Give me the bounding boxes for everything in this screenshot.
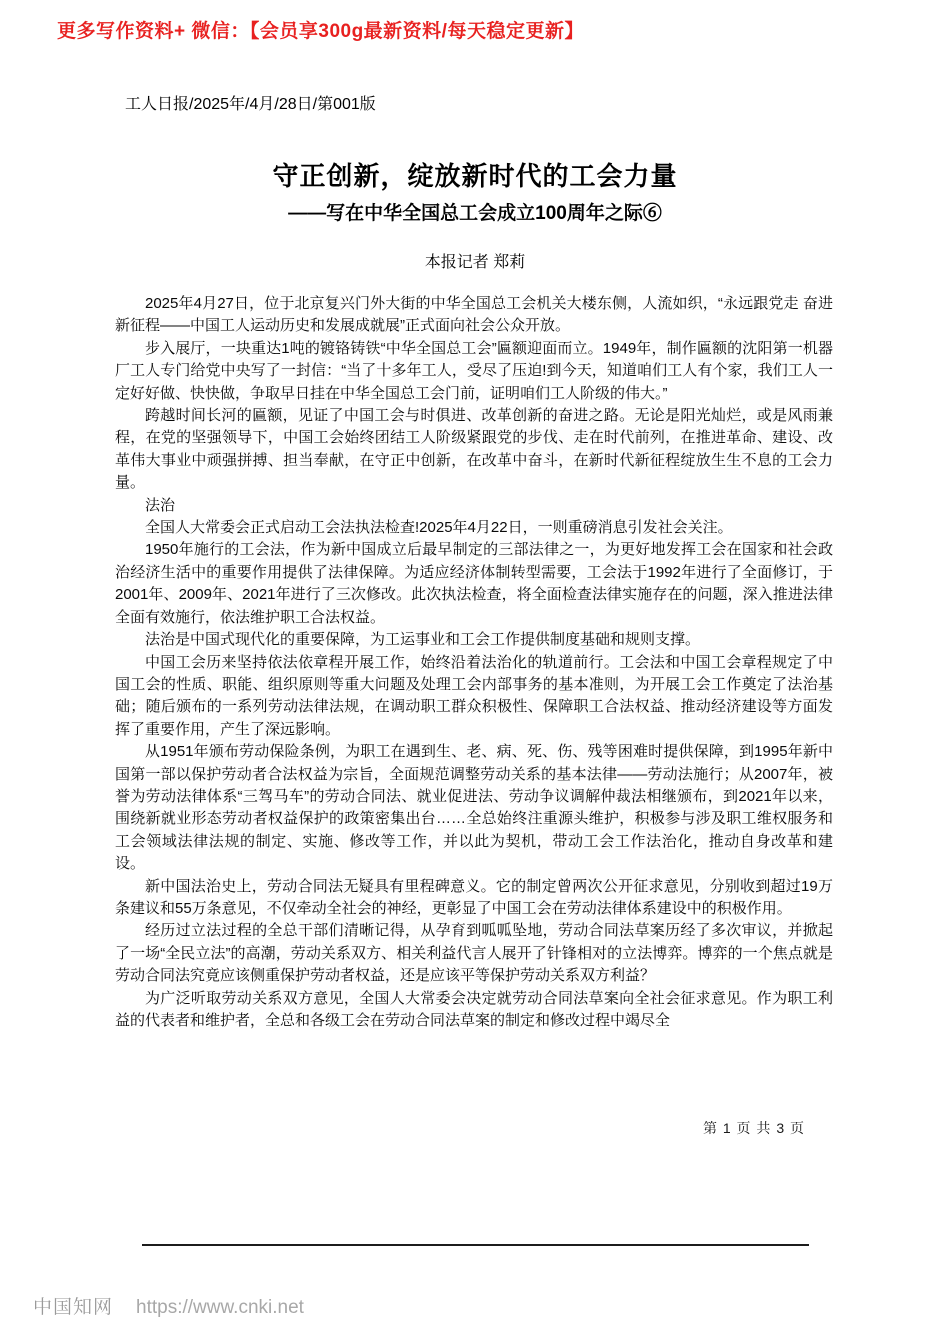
article-paragraph: 法治是中国式现代化的重要保障，为工运事业和工会工作提供制度基础和规则支撑。 — [145, 631, 701, 649]
article-paragraph: 经历过立法过程的全总干部们清晰记得，从孕育到呱呱坠地，劳动合同法草案历经了多次审议，并掀起了一场“全民立法”的高潮，劳动关系双方、相关利益代言人展开了针锋相对的立法博弈。博弈的一个焦点就是劳动合同法究竟应该侧重保护劳动者权益，还是应该平等保护劳动关系双方利益？ — [115, 922, 833, 985]
cnki-brand-label: 中国知网 — [33, 1297, 114, 1318]
article-subtitle: ——写在中华全国总工会成立100周年之际⑥ — [288, 203, 662, 224]
footer-divider-line — [142, 1244, 809, 1246]
promo-banner-text: 更多写作资料+ 微信：【会员享300g最新资料/每天稳定更新】 — [57, 21, 584, 42]
article-paragraph: 全国人大常委会正式启动工会法执法检查!2025年4月22日，一则重磅消息引发社会关注。 — [145, 519, 733, 537]
article-paragraph: 中国工会历来坚持依法依章程开展工作，始终沿着法治化的轨道前行。工会法和中国工会章程规定了中国工会的性质、职能、组织原则等重大问题及处理工会内部事务的基本准则，为开展工会工作奠定了法治基础；随后颁布的一系列劳动法律法规，在调动职工群众积极性、保障职工合法权益、推动经济建设等方面发挥了重要作用，产生了深远影响。 — [115, 653, 833, 738]
page-number: 第 1 页 共 3 页 — [702, 1120, 805, 1136]
cnki-url-link[interactable]: https://www.cnki.net — [136, 1297, 304, 1318]
article-paragraph: 跨越时间长河的匾额，见证了中国工会与时俱进、改革创新的奋进之路。无论是阳光灿烂，或是风雨兼程，在党的坚强领导下，中国工会始终团结工人阶级紧跟党的步伐、走在时代前列，在推进革命、建设、改革伟大事业中顽强拼搏、担当奉献，在守正中创新，在改革中奋斗，在新时代新征程绽放生生不息的工会力量。 — [115, 407, 833, 492]
article-title: 守正创新，绽放新时代的工会力量 — [272, 161, 678, 192]
article-paragraph: 从1951年颁布劳动保险条例，为职工在遇到生、老、病、死、伤、残等困难时提供保障，到1995年新中国第一部以保护劳动者合法权益为宗旨，全面规范调整劳动关系的基本法律——劳动法施行；从2007年，被誉为劳动法律体系“三驾马车”的劳动合同法、就业促进法、劳动争议调解仲裁法相继颁布，到2021年以来，围绕新就业形态劳动者权益保护的政策密集出台……全总始终注重源头维护，积极参与涉及职工维权服务和工会领域法律法规的制定、实施、修改等工作，并以此为契机，带动工会工作法治化，推动自身改革和建设。 — [115, 743, 833, 873]
article-paragraph: 1950年施行的工会法，作为新中国成立后最早制定的三部法律之一，为更好地发挥工会在国家和社会政治经济生活中的重要作用提供了法律保障。为适应经济体制转型需要，工会法于1992年进行了全面修订，于2001年、2009年、2021年进行了三次修改。此次执法检查，将全面检查法律实施存在的问题，深入推进法律全面有效施行，依法维护职工合法权益。 — [115, 541, 833, 626]
article-paragraph: 2025年4月27日，位于北京复兴门外大街的中华全国总工会机关大楼东侧，人流如织，“永远跟党走 奋进新征程——中国工人运动历史和发展成就展”正式面向社会公众开放。 — [115, 295, 833, 335]
article-paragraph: 新中国法治史上，劳动合同法无疑具有里程碑意义。它的制定曾两次公开征求意见，分别收到超过19万条建议和55万条意见，不仅牵动全社会的神经，更彰显了中国工会在劳动法律体系建设中的积极作用。 — [115, 877, 833, 917]
cnki-footer — [33, 1292, 304, 1319]
article-paragraph: 步入展厅，一块重达1吨的镀铬铸铁“中华全国总工会”匾额迎面而立。1949年，制作匾额的沈阳第一机器厂工人专门给党中央写了一封信：“当了十多年工人，受尽了压迫!到今天，知道咱们工人有个家，我们工人一定好好做、快快做，争取早日挂在中华全国总工会门前，证明咱们工人阶级的伟大。” — [115, 339, 833, 402]
article-paragraph: 为广泛听取劳动关系双方意见，全国人大常委会决定就劳动合同法草案向全社会征求意见。作为职工利益的代表者和维护者，全总和各级工会在劳动合同法草案的制定和修改过程中竭尽全 — [115, 989, 833, 1029]
article-paragraph: 法治 — [145, 496, 176, 514]
article-byline: 本报记者 郑莉 — [424, 254, 526, 271]
article-body — [115, 293, 833, 1032]
publication-source-line: 工人日报/2025年/4月/28日/第001版 — [125, 96, 376, 113]
